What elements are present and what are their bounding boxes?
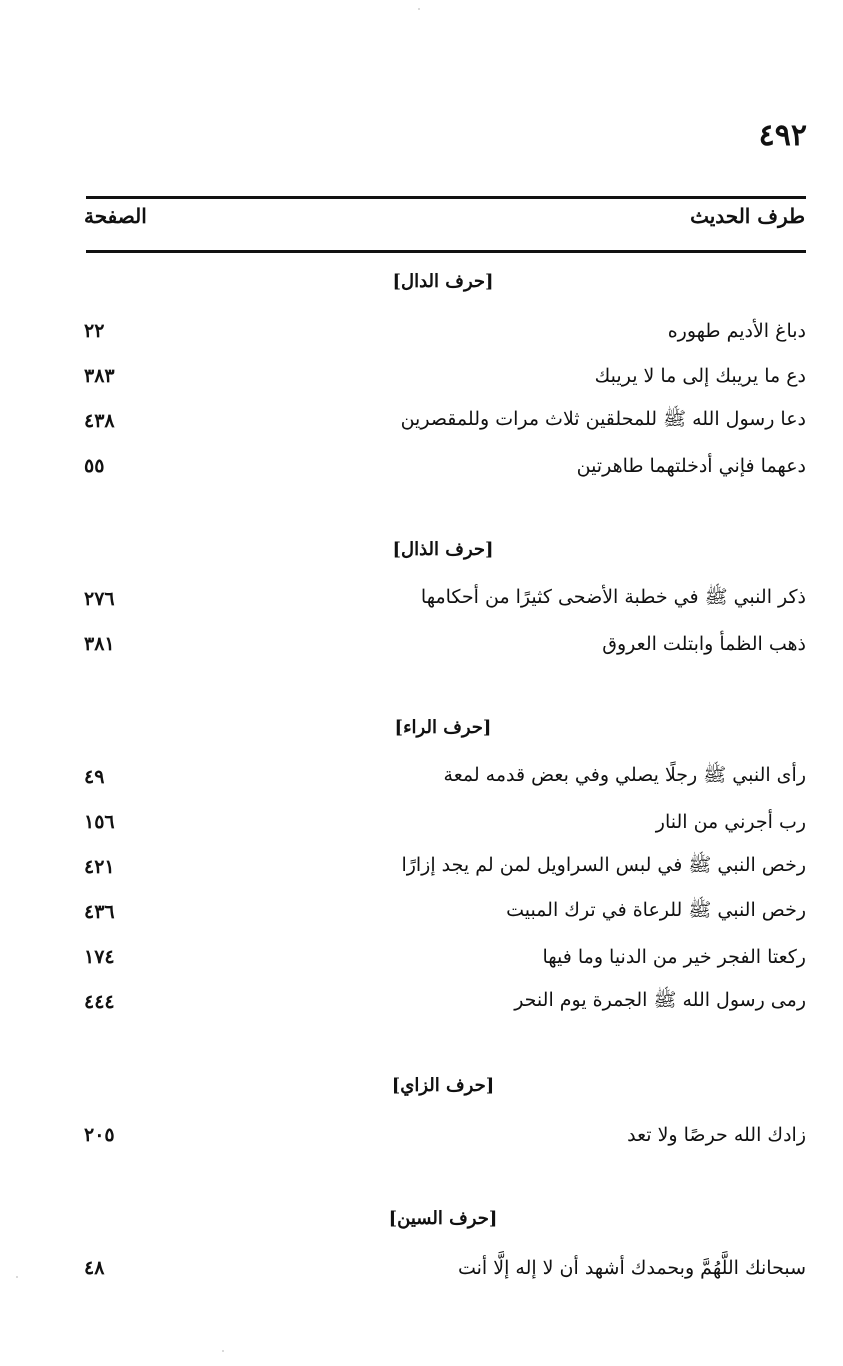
entry-page-number: ١٥٦: [84, 810, 115, 833]
entry-hadith-text: رأى النبي ﷺ رجلًا يصلي وفي بعض قدمه لمعة: [443, 763, 806, 786]
letter-section: [80, 1201, 806, 1290]
entry-page-number: ٢٢: [84, 319, 105, 342]
column-header-page: الصفحة: [84, 204, 147, 228]
entry-page-number: ٤٣٦: [84, 900, 115, 923]
entry-hadith-text: دع ما يريبك إلى ما لا يريبك: [594, 364, 806, 387]
index-entry: [80, 1112, 806, 1157]
index-entry: [80, 353, 806, 398]
index-entry: [80, 979, 806, 1024]
entry-hadith-text: ذكر النبي ﷺ في خطبة الأضحى كثيرًا من أحكامها: [420, 585, 806, 608]
scan-speck: [16, 1276, 18, 1278]
letter-section: [80, 264, 806, 488]
letter-section: [80, 1068, 806, 1157]
index-entry: [80, 754, 806, 799]
entry-hadith-text: رخص النبي ﷺ للرعاة في ترك المبيت: [506, 898, 806, 921]
index-entry: [80, 308, 806, 353]
entry-page-number: ٤٩: [84, 765, 105, 788]
section-heading: [حرف الدال]: [392, 271, 494, 292]
section-heading: [حرف السين]: [388, 1208, 498, 1229]
section-heading: [حرف الذال]: [392, 539, 494, 560]
hadith-index: [80, 264, 806, 1290]
index-entry: [80, 576, 806, 621]
index-entry: [80, 799, 806, 844]
letter-section: [80, 710, 806, 1024]
entry-page-number: ٢٧٦: [84, 587, 115, 610]
scan-speck: [222, 1350, 224, 1352]
entry-hadith-text: رب أجرني من النار: [655, 810, 806, 833]
index-entry: [80, 889, 806, 934]
entry-page-number: ٣٨١: [84, 632, 115, 655]
entry-hadith-text: دعا رسول الله ﷺ للمحلقين ثلاث مرات وللمقصرين: [400, 407, 806, 430]
entry-page-number: ٤٣٨: [84, 409, 115, 432]
index-entry: [80, 443, 806, 488]
entry-hadith-text: ركعتا الفجر خير من الدنيا وما فيها: [542, 945, 806, 968]
entry-page-number: ٤٨: [84, 1256, 105, 1279]
entry-hadith-text: رمى رسول الله ﷺ الجمرة يوم النحر: [514, 988, 806, 1011]
column-header-hadith: طرف الحديث: [690, 204, 805, 228]
entry-hadith-text: ذهب الظمأ وابتلت العروق: [602, 632, 806, 655]
letter-section: [80, 532, 806, 666]
page-number: ٤٩٢: [758, 118, 807, 153]
header-top-rule: [86, 196, 806, 199]
scan-speck: [418, 8, 420, 10]
entry-hadith-text: دباغ الأديم طهوره: [667, 319, 806, 342]
entry-page-number: ٤٤٤: [84, 990, 115, 1013]
entry-hadith-text: سبحانك اللَّهُمَّ وبحمدك أشهد أن لا إله إلَّا أنت: [457, 1256, 806, 1279]
entry-page-number: ٥٥: [84, 454, 105, 477]
index-entry: [80, 621, 806, 666]
index-entry: [80, 398, 806, 443]
entry-page-number: ٢٠٥: [84, 1123, 115, 1146]
section-heading: [حرف الراء]: [394, 717, 492, 738]
header-bottom-rule: [86, 250, 806, 253]
index-entry: [80, 934, 806, 979]
section-heading: [حرف الزاي]: [391, 1075, 495, 1096]
index-entry: [80, 1245, 806, 1290]
entry-page-number: ٣٨٣: [84, 364, 115, 387]
entry-page-number: ٤٢١: [84, 855, 115, 878]
entry-hadith-text: دعهما فإني أدخلتهما طاهرتين: [576, 454, 806, 477]
index-entry: [80, 844, 806, 889]
entry-hadith-text: رخص النبي ﷺ في لبس السراويل لمن لم يجد إزارًا: [401, 853, 806, 876]
entry-page-number: ١٧٤: [84, 945, 115, 968]
entry-hadith-text: زادك الله حرصًا ولا تعد: [627, 1123, 806, 1146]
